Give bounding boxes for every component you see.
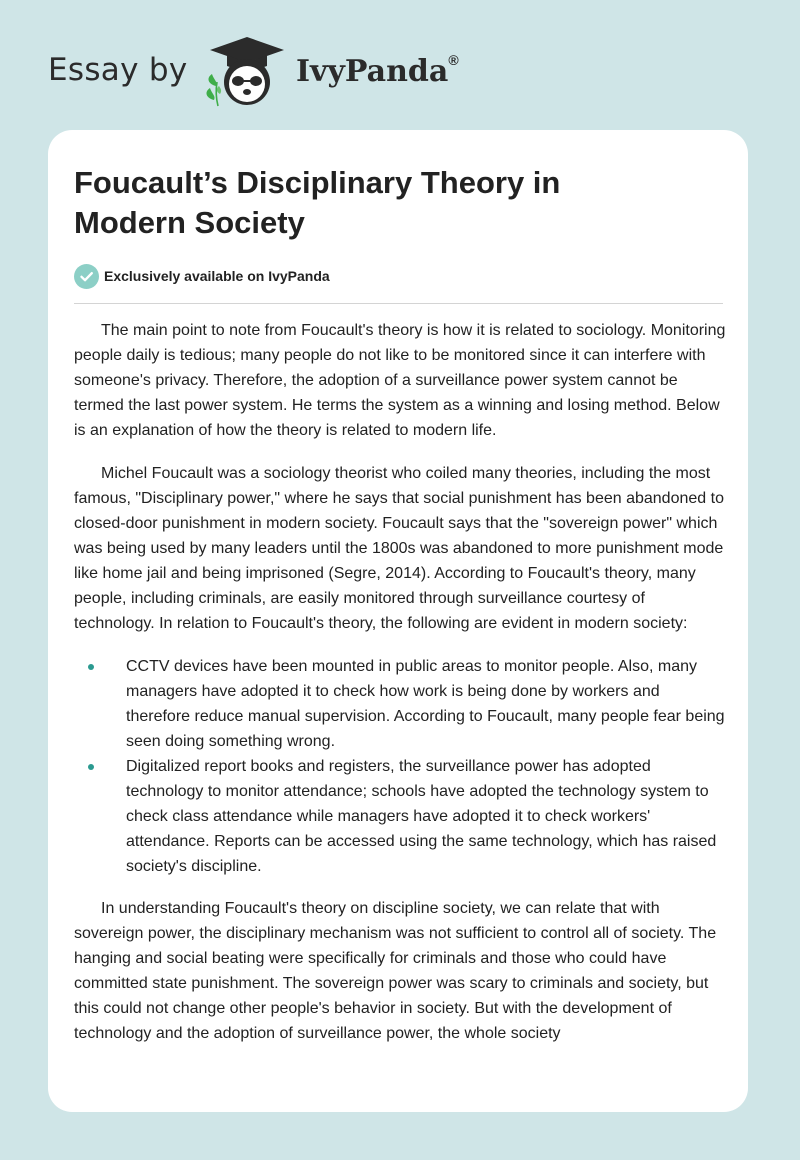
bullet-dot-icon: [88, 664, 94, 670]
bullet-list: [74, 654, 726, 879]
registered-mark: ®: [448, 52, 459, 68]
essay-body: [74, 318, 726, 1064]
list-item-text: Digitalized report books and registers, the surveillance power has adopted technology to monitor attendance; schools have adopted the technology system to check class attendance while managers have adopted it to check workers' attendance. Reports can be accessed using the same technology, which has raised society's discipline.: [126, 758, 717, 875]
essay-by-label: Essay by: [48, 52, 188, 88]
exclusive-badge: [74, 263, 330, 289]
list-item: [74, 754, 726, 879]
title-divider: [74, 303, 723, 304]
ivypanda-logo-icon[interactable]: [202, 34, 292, 110]
site-header: [0, 0, 800, 130]
list-item: [74, 654, 726, 754]
brand-name-text: IvyPanda: [296, 54, 449, 89]
list-item-text: CCTV devices have been mounted in public areas to monitor people. Also, many managers have adopted it to check how work is being done by workers and therefore reduce manual supervision. According to Foucault, many people fear being seen doing something wrong.: [126, 658, 725, 750]
paragraph: In understanding Foucault's theory on discipline society, we can relate that with sovereign power, the disciplinary mechanism was not sufficient to control all of society. The hanging and social beating were specifically for criminals and those who could have committed state punishment. The sovereign power was scary to criminals and society, but this could not change other people's behavior in society. But with the development of technology and the adoption of surveillance power, the whole society: [74, 900, 717, 1042]
essay-title: Foucault’s Disciplinary Theory in Modern Society: [74, 165, 561, 240]
exclusive-badge-label: Exclusively available on IvyPanda: [104, 268, 330, 284]
brand-name[interactable]: [296, 54, 459, 89]
bullet-dot-icon: [88, 764, 94, 770]
essay-card: [48, 130, 748, 1112]
paragraph: Michel Foucault was a sociology theorist who coiled many theories, including the most famous, "Disciplinary power," where he says that social punishment has been abandoned to closed-door punishment in modern society. Foucault says that the "sovereign power" which was being used by many leaders until the 1800s was abandoned to more punishment mode like home jail and being imprisoned (Segre, 2014). According to Foucault's theory, many people, including criminals, are easily monitored through surveillance courtesy of technology. In relation to Foucault's theory, the following are evident in modern society:: [74, 465, 724, 632]
check-circle-icon: [74, 264, 99, 289]
paragraph: The main point to note from Foucault's theory is how it is related to sociology. Monitoring people daily is tedious; many people do not like to be monitored since it can interfere with someone's privacy. Therefore, the adoption of a surveillance power system cannot be termed the last power system. He terms the system as a winning and losing method. Below is an explanation of how the theory is related to modern life.: [74, 322, 726, 439]
